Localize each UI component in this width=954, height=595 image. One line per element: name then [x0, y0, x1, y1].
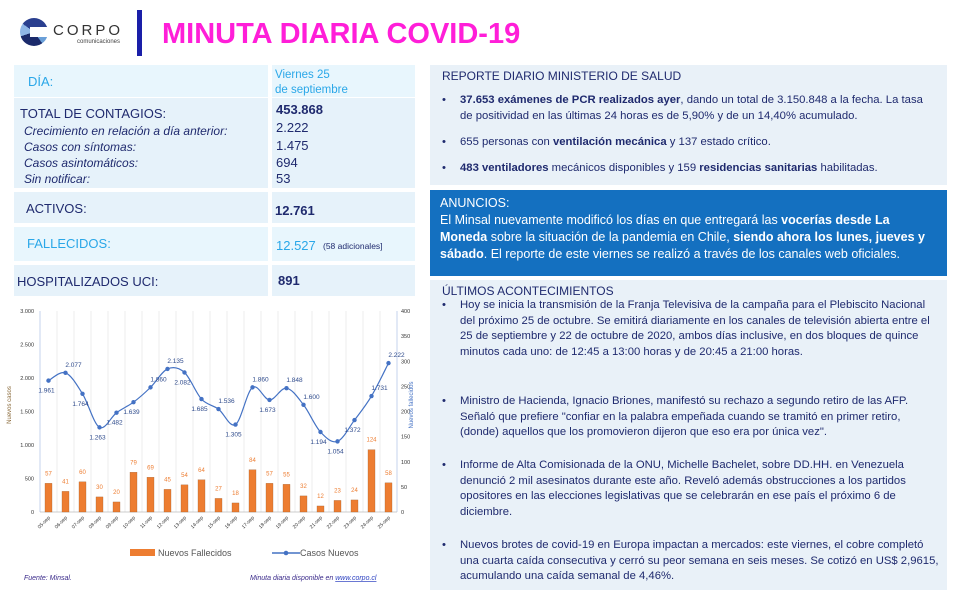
- x-tick-label: 09-sep: [104, 515, 120, 531]
- header-divider: [137, 10, 142, 56]
- x-tick-label: 12-sep: [155, 515, 171, 531]
- x-tick-label: 18-sep: [257, 515, 273, 531]
- legend-line-marker: [284, 551, 289, 556]
- casos-point: [148, 385, 152, 389]
- bar-data-label: 45: [164, 477, 171, 484]
- bar-fallecidos: [164, 489, 171, 512]
- casos-data-label: 1.372: [344, 427, 361, 435]
- sin-notificar-label: Sin notificar:: [24, 172, 91, 186]
- fallecidos-value-cell: [272, 227, 415, 261]
- activos-label: ACTIVOS:: [26, 201, 87, 216]
- bar-fallecidos: [266, 483, 273, 512]
- x-tick-label: 15-sep: [206, 515, 222, 531]
- anuncios-title: ANUNCIOS:: [440, 196, 510, 210]
- y-tick-label: 0: [30, 510, 34, 516]
- casos-point: [97, 425, 101, 429]
- bar-data-label: 69: [147, 465, 154, 472]
- casos-data-label: 1.731: [371, 385, 388, 393]
- bar-data-label: 124: [366, 437, 377, 444]
- x-tick-label: 13-sep: [172, 515, 188, 531]
- casos-point: [63, 371, 67, 375]
- x-tick-label: 19-sep: [274, 515, 290, 531]
- bar-fallecidos: [181, 485, 188, 512]
- legend-fallecidos: Nuevos Fallecidos: [158, 548, 232, 558]
- casos-point: [250, 385, 254, 389]
- bar-data-label: 79: [130, 460, 137, 467]
- casos-data-label: 1.673: [259, 406, 276, 414]
- y2-tick-label: 400: [401, 309, 411, 315]
- casos-point: [131, 400, 135, 404]
- bar-fallecidos: [147, 477, 154, 512]
- bar-data-label: 84: [249, 457, 256, 464]
- bar-data-label: 57: [45, 471, 52, 478]
- casos-point: [233, 422, 237, 426]
- x-tick-label: 11-sep: [139, 515, 154, 530]
- bar-data-label: 20: [113, 489, 120, 496]
- bar-fallecidos: [334, 500, 341, 512]
- asintomaticos-label: Casos asintomáticos:: [24, 156, 139, 170]
- bar-data-label: 24: [351, 487, 358, 494]
- x-tick-label: 22-sep: [325, 515, 341, 531]
- footer-availability: Minuta diaria disponible en www.corpo.cl: [250, 575, 377, 582]
- x-tick-label: 21-sep: [308, 515, 324, 531]
- casos-data-label: 1.263: [89, 434, 106, 442]
- y-tick-label: 2.500: [20, 342, 34, 349]
- y-axis-label: Nuevos casos: [7, 386, 13, 424]
- y-tick-label: 1.500: [20, 409, 34, 416]
- dia-label: DÍA:: [28, 74, 54, 89]
- bar-data-label: 12: [317, 493, 324, 500]
- casos-point: [352, 418, 356, 422]
- casos-point: [267, 398, 271, 402]
- bar-data-label: 23: [334, 488, 341, 495]
- x-tick-label: 14-sep: [189, 515, 205, 531]
- y2-tick-label: 350: [401, 334, 411, 341]
- casos-data-label: 1.482: [106, 419, 123, 427]
- y-tick-label: 3.000: [20, 309, 34, 315]
- x-tick-label: 23-sep: [342, 515, 358, 531]
- ultimos-section: [430, 280, 947, 590]
- uci-value-cell: [272, 265, 415, 296]
- y2-tick-label: 200: [401, 409, 411, 416]
- corpo-logo: [20, 18, 130, 50]
- bar-data-label: 54: [181, 472, 188, 479]
- bar-fallecidos: [283, 484, 290, 512]
- casos-data-label: 1.305: [225, 431, 242, 439]
- anuncios-text: El Minsal nuevamente modificó los días en que entregará las vocerías desde La Moneda sobre la situación de la pandemia en Chile, siendo ahora los lunes, jueves y sábado. El reporte de este viernes se realizó a través de los canales web oficiales.: [440, 213, 925, 261]
- casos-data-label: 1.685: [191, 406, 208, 414]
- bar-fallecidos: [249, 470, 256, 512]
- x-tick-label: 06-sep: [53, 515, 69, 531]
- x-tick-label: 17-sep: [240, 515, 256, 531]
- bar-data-label: 57: [266, 471, 273, 478]
- casos-point: [301, 403, 305, 407]
- casos-point: [284, 386, 288, 390]
- anuncios-section: [430, 190, 947, 276]
- legend-bar-swatch: [130, 549, 155, 556]
- casos-point: [46, 378, 50, 382]
- activos-value: 12.761: [275, 203, 315, 218]
- dia-value-cell: [272, 65, 415, 97]
- activos-label-cell: [14, 192, 268, 223]
- casos-data-label: 1.961: [38, 387, 55, 395]
- bar-data-label: 18: [232, 490, 239, 497]
- crecimiento-label: Crecimiento en relación a día anterior:: [24, 124, 228, 138]
- casos-point: [369, 394, 373, 398]
- casos-point: [216, 407, 220, 411]
- casos-data-label: 1.600: [303, 393, 320, 401]
- dia-value: Viernes 25 de septiembre: [275, 69, 348, 96]
- x-tick-label: 07-sep: [70, 515, 86, 531]
- casos-data-label: 1.639: [123, 409, 140, 417]
- corpo-link[interactable]: www.corpo.cl: [335, 575, 377, 582]
- bar-fallecidos: [198, 480, 205, 512]
- casos-point: [318, 430, 322, 434]
- y2-tick-label: 50: [401, 484, 408, 491]
- bar-fallecidos: [45, 483, 52, 512]
- x-tick-label: 05-sep: [36, 515, 52, 531]
- uci-label: HOSPITALIZADOS UCI:: [17, 274, 159, 289]
- bar-fallecidos: [385, 483, 392, 512]
- y2-tick-label: 0: [401, 510, 405, 516]
- bar-fallecidos: [79, 482, 86, 512]
- casos-point: [199, 397, 203, 401]
- sintomas-label: Casos con síntomas:: [24, 140, 137, 154]
- bar-data-label: 64: [198, 467, 205, 474]
- ultimos-title: ÚLTIMOS ACONTECIMIENTOS: [442, 284, 614, 298]
- casos-data-label: 1.848: [286, 377, 303, 385]
- x-tick-label: 10-sep: [121, 515, 137, 531]
- uci-label-cell: [14, 265, 268, 296]
- casos-data-label: 1.194: [310, 439, 327, 447]
- bar-fallecidos: [300, 496, 307, 512]
- x-tick-label: 16-sep: [223, 515, 239, 531]
- casos-point: [80, 392, 84, 396]
- y2-tick-label: 100: [401, 459, 411, 466]
- casos-point: [165, 367, 169, 371]
- sin-notificar-value: 53: [276, 171, 291, 186]
- x-tick-label: 20-sep: [291, 515, 307, 531]
- total-contagios-label: TOTAL DE CONTAGIOS:: [20, 106, 167, 121]
- reporte-title: REPORTE DIARIO MINISTERIO DE SALUD: [442, 69, 682, 83]
- fallecidos-label: FALLECIDOS:: [27, 236, 111, 251]
- bar-data-label: 30: [96, 484, 103, 491]
- casos-data-label: 2.222: [388, 352, 405, 360]
- dia-label-cell: [14, 65, 268, 97]
- bar-fallecidos: [215, 498, 222, 512]
- casos-data-label: 1.536: [218, 398, 235, 406]
- bar-fallecidos: [130, 472, 137, 512]
- covid-chart: [0, 300, 420, 595]
- y2-tick-label: 250: [401, 384, 411, 391]
- reporte-bullet: • 655 personas con ventilación mecánica y 137 estado crítico.: [442, 135, 937, 151]
- logo-mark-icon: [20, 18, 48, 46]
- casos-data-label: 1.054: [327, 448, 344, 456]
- uci-value: 891: [278, 273, 300, 288]
- news-item: • Ministro de Hacienda, Ignacio Briones, manifestó su rechazo a segundo retiro de las AFP. Señaló que prefiere "confiar en la palabra empeñada cuando se tramitó en primer retiro, (donde) aquellos que los promovieron dijeron que eso era por única vez".: [442, 394, 942, 441]
- casos-data-label: 1.860: [150, 376, 167, 384]
- bar-fallecidos: [317, 506, 324, 512]
- bar-data-label: 55: [283, 472, 290, 479]
- casos-data-label: 2.082: [174, 379, 191, 387]
- reporte-bullet: • 37.653 exámenes de PCR realizados ayer, dando un total de 3.150.848 a la fecha. La tasa de positividad en las últimas 24 horas es de 5,90% y de un 14,40% acumulado.: [442, 93, 937, 124]
- legend-casos: Casos Nuevos: [300, 548, 359, 558]
- logo-name: CORPO: [53, 22, 124, 39]
- bar-fallecidos: [232, 503, 239, 512]
- footer-source: Fuente: Minsal.: [24, 575, 72, 582]
- casos-point: [386, 361, 390, 365]
- bar-fallecidos: [96, 497, 103, 512]
- reporte-bullet: • 483 ventiladores mecánicos disponibles y 159 residencias sanitarias habilitadas.: [442, 161, 937, 177]
- bar-fallecidos: [62, 491, 69, 512]
- bar-data-label: 58: [385, 470, 392, 477]
- fallecidos-adicionales: (58 adicionales]: [323, 241, 383, 251]
- bar-data-label: 41: [62, 479, 69, 486]
- bar-fallecidos: [368, 450, 375, 512]
- fallecidos-value: 12.527: [276, 238, 316, 253]
- y2-tick-label: 300: [401, 359, 411, 366]
- y-tick-label: 2.000: [20, 376, 34, 382]
- y2-tick-label: 150: [401, 434, 411, 441]
- bar-data-label: 32: [300, 483, 307, 490]
- bar-data-label: 60: [79, 469, 86, 476]
- casos-data-label: 1.764: [72, 400, 89, 408]
- y2-axis-label: Nuevos fallecidos: [409, 381, 415, 429]
- casos-data-label: 2.077: [65, 361, 82, 369]
- activos-value-cell: [272, 192, 415, 223]
- y-tick-label: 500: [24, 476, 34, 483]
- x-tick-label: 24-sep: [359, 515, 375, 531]
- news-item: • Nuevos brotes de covid-19 en Europa impactan a mercados: este viernes, el cobre completó una cuarta caída consecutiva y cerró su peor semana en seis meses. Se cotizó en US$ 2,9615, acumulando una caída semanal de 4,46%.: [442, 538, 942, 585]
- total-contagios-value: 453.868: [276, 102, 323, 117]
- bar-fallecidos: [113, 502, 120, 512]
- casos-point: [182, 370, 186, 374]
- bar-fallecidos: [351, 500, 358, 512]
- crecimiento-value: 2.222: [276, 120, 309, 135]
- bar-data-label: 27: [215, 486, 222, 493]
- news-item: • Hoy se inicia la transmisión de la Franja Televisiva de la campaña para el Plebiscito Nacional del próximo 25 de octubre. Se emitirá diariamente en los canales de televisión abierta entre el 25 de septiembre y 22 de octubre de 2020, ambos días inclusive, en dos bloques de quince minutos cada uno: de 12:45 a 13:00 horas y de 20:45 a 21:00 horas.: [442, 298, 942, 360]
- casos-point: [114, 411, 118, 415]
- casos-data-label: 1.860: [252, 376, 269, 384]
- y-tick-label: 1.000: [20, 443, 34, 449]
- asintomaticos-value: 694: [276, 155, 298, 170]
- x-tick-label: 08-sep: [87, 515, 103, 531]
- casos-point: [335, 439, 339, 443]
- reporte-section: [430, 65, 947, 185]
- news-item: • Informe de Alta Comisionada de la ONU, Michelle Bachelet, sobre DD.HH. en Venezuela denunció 2 mil asesinatos durante este año. Reveló además obstrucciones a los partidos opositores en las elecciones legislativas que se celebrarán en ese país el próximo 6 de diciembre.: [442, 458, 942, 520]
- casos-data-label: 2.135: [167, 357, 184, 365]
- x-tick-label: 25-sep: [376, 515, 392, 531]
- contagios-value-cell: [272, 98, 415, 188]
- sintomas-value: 1.475: [276, 138, 309, 153]
- logo-subtitle: comunicaciones: [77, 39, 121, 45]
- fallecidos-label-cell: [14, 227, 268, 261]
- page-title: MINUTA DIARIA COVID-19: [162, 18, 521, 50]
- contagios-label-cell: [14, 98, 268, 188]
